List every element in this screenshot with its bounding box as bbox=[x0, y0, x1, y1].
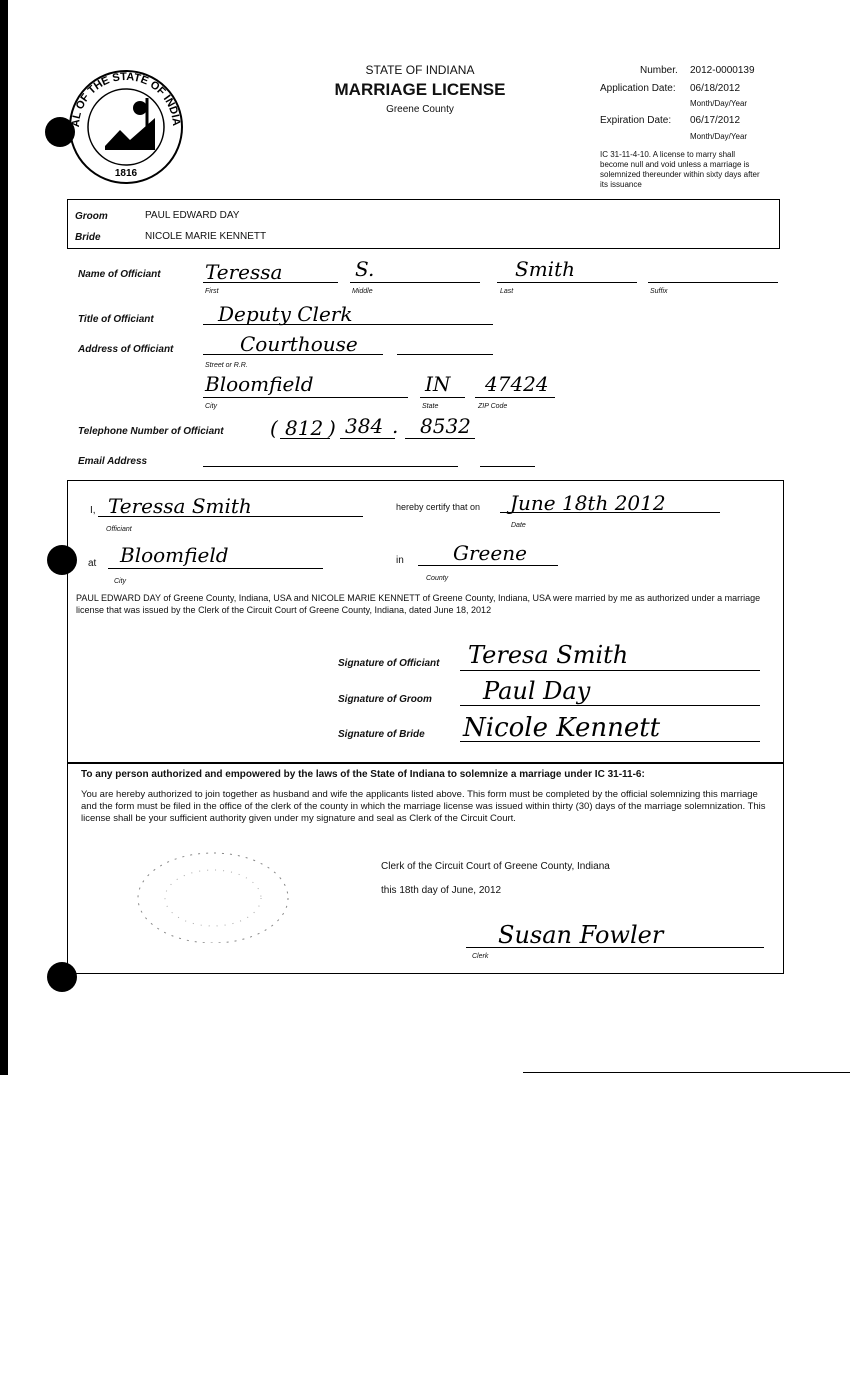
certificate-officiant-line bbox=[98, 516, 363, 517]
officiant-street-line-2 bbox=[397, 354, 493, 355]
state-seal bbox=[65, 68, 187, 186]
sig-bride-line bbox=[460, 741, 760, 742]
sig-groom-label: Signature of Groom bbox=[338, 694, 432, 705]
bride-label: Bride bbox=[75, 232, 101, 243]
clerk-signature-line bbox=[466, 947, 764, 948]
svg-text:SEAL OF THE STATE OF INDIANA bbox=[65, 68, 182, 128]
officiant-phone-label: Telephone Number of Officiant bbox=[78, 426, 224, 437]
officiant-state-line bbox=[420, 397, 465, 398]
sig-bride-value: Nicole Kennett bbox=[463, 713, 661, 743]
clerk-signature: Susan Fowler bbox=[498, 921, 664, 949]
certificate-city-value: Bloomfield bbox=[120, 543, 229, 567]
officiant-last-line bbox=[497, 282, 637, 283]
certificate-city-line bbox=[108, 568, 323, 569]
officiant-name-label: Name of Officiant bbox=[78, 269, 161, 280]
city-caption-2: City bbox=[114, 578, 127, 585]
sig-groom-value: Paul Day bbox=[483, 677, 591, 705]
expiration-date-label: Expiration Date: bbox=[600, 115, 672, 126]
scan-left-edge bbox=[0, 0, 8, 1075]
certify-text: hereby certify that on bbox=[396, 502, 481, 512]
officiant-first-line bbox=[203, 282, 338, 283]
phone-area-code: 812 bbox=[285, 416, 324, 440]
state-caption: State bbox=[422, 403, 439, 410]
officiant-suffix-line bbox=[648, 282, 778, 283]
certificate-date-value: June 18th 2012 bbox=[510, 491, 666, 515]
county-name: Greene County bbox=[386, 104, 454, 115]
certificate-officiant-value: Teressa Smith bbox=[108, 494, 252, 518]
application-date-format: Month/Day/Year bbox=[690, 99, 748, 108]
officiant-title-line bbox=[203, 324, 493, 325]
officiant-title-value: Deputy Clerk bbox=[218, 302, 353, 326]
phone-dash: . bbox=[392, 414, 399, 438]
parties-box bbox=[67, 199, 780, 249]
phone-prefix: 384 bbox=[345, 414, 384, 438]
seal-year: 1816 bbox=[114, 168, 138, 179]
document-title: MARRIAGE LICENSE bbox=[334, 80, 506, 99]
number-value: 2012-0000139 bbox=[690, 65, 755, 76]
number-label: Number. bbox=[640, 65, 678, 76]
officiant-title-label: Title of Officiant bbox=[78, 314, 154, 325]
seal-text: AL OF THE STATE OF INDIA bbox=[69, 70, 183, 128]
email-line bbox=[203, 466, 458, 467]
certificate-county-value: Greene bbox=[453, 541, 527, 565]
phone-close-paren: ) bbox=[328, 416, 336, 440]
application-date-value: 06/18/2012 bbox=[690, 83, 741, 94]
phone-area-line bbox=[280, 438, 330, 439]
officiant-street-value: Courthouse bbox=[240, 332, 358, 356]
county-caption: County bbox=[426, 575, 449, 582]
street-caption: Street or R.R. bbox=[205, 362, 248, 369]
certificate-box bbox=[67, 480, 784, 764]
sig-bride-label: Signature of Bride bbox=[338, 729, 425, 740]
scan-bottom-line bbox=[523, 1072, 850, 1073]
in-label: in bbox=[396, 555, 404, 566]
officiant-state-value: IN bbox=[425, 372, 451, 396]
sig-groom-line bbox=[460, 705, 760, 706]
clerk-caption: Clerk bbox=[472, 953, 489, 960]
officiant-address-label: Address of Officiant bbox=[78, 344, 174, 355]
sig-officiant-label: Signature of Officiant bbox=[338, 658, 440, 669]
email-label: Email Address bbox=[78, 456, 148, 467]
suffix-caption: Suffix bbox=[650, 288, 668, 295]
expiration-date-value: 06/17/2012 bbox=[690, 115, 741, 126]
at-label: at bbox=[88, 558, 97, 569]
officiant-city-line bbox=[203, 397, 408, 398]
certificate-date-line bbox=[500, 512, 720, 513]
officiant-middle-line bbox=[350, 282, 480, 283]
officiant-last-name: Smith bbox=[515, 257, 575, 281]
phone-line-number: 8532 bbox=[420, 414, 471, 438]
certificate-county-line bbox=[418, 565, 558, 566]
authorization-heading: To any person authorized and empowered by the laws of the State of Indiana to solemnize a marriage under IC 31-11-6: bbox=[81, 769, 645, 780]
officiant-caption: Officiant bbox=[106, 526, 132, 533]
phone-open-paren: ( bbox=[270, 416, 278, 440]
authorization-box bbox=[67, 762, 784, 974]
email-line-2 bbox=[480, 466, 535, 467]
validity-notice: IC 31-11-4-10. A license to marry shall become null and void unless a marriage is solemnized thereunder within sixty days after its issuance bbox=[600, 150, 760, 189]
officiant-first-name: Teressa bbox=[205, 260, 283, 284]
first-caption: First bbox=[205, 288, 219, 295]
authorization-body: You are hereby authorized to join together as husband and wife the applicants listed above. This form must be completed by the official solemnizing this marriage and the form must be filed in the office of the clerk of the county in which the marriage license was issued within thirty (30) days of the marriage solemnization. This license shall be your sufficient authority given under my signature and seal as Clerk of the Circuit Court. bbox=[81, 789, 766, 824]
bride-name: NICOLE MARIE KENNETT bbox=[145, 231, 267, 242]
zip-caption: ZIP Code bbox=[478, 403, 508, 410]
clerk-seal-impression bbox=[128, 843, 298, 943]
clerk-line1: Clerk of the Circuit Court of Greene County, Indiana bbox=[381, 861, 610, 872]
phone-number-line bbox=[405, 438, 475, 439]
officiant-zip-line bbox=[475, 397, 555, 398]
groom-label: Groom bbox=[75, 211, 108, 222]
date-caption: Date bbox=[511, 522, 526, 529]
certificate-statement: PAUL EDWARD DAY of Greene County, Indiana, USA and NICOLE MARIE KENNETT of Greene County, Indiana, USA were married by me as authorized under a marriage license that was issued by the Clerk of the Circuit Court of Greene County, Indiana, dated June 18, 2012 bbox=[76, 593, 761, 615]
expiration-date-format: Month/Day/Year bbox=[690, 132, 748, 141]
last-caption: Last bbox=[500, 288, 514, 295]
clerk-line2: this 18th day of June, 2012 bbox=[381, 885, 502, 896]
officiant-city-value: Bloomfield bbox=[205, 372, 314, 396]
middle-caption: Middle bbox=[352, 288, 373, 295]
phone-prefix-line bbox=[340, 438, 395, 439]
officiant-street-line bbox=[203, 354, 383, 355]
officiant-middle-name: S. bbox=[355, 257, 375, 281]
sig-officiant-line bbox=[460, 670, 760, 671]
groom-name: PAUL EDWARD DAY bbox=[145, 210, 240, 221]
city-caption: City bbox=[205, 403, 218, 410]
application-date-label: Application Date: bbox=[600, 83, 676, 94]
sig-officiant-value: Teresa Smith bbox=[468, 641, 629, 669]
state-name: STATE OF INDIANA bbox=[365, 63, 475, 77]
i-label: I, bbox=[90, 505, 96, 516]
officiant-zip-value: 47424 bbox=[485, 372, 549, 396]
